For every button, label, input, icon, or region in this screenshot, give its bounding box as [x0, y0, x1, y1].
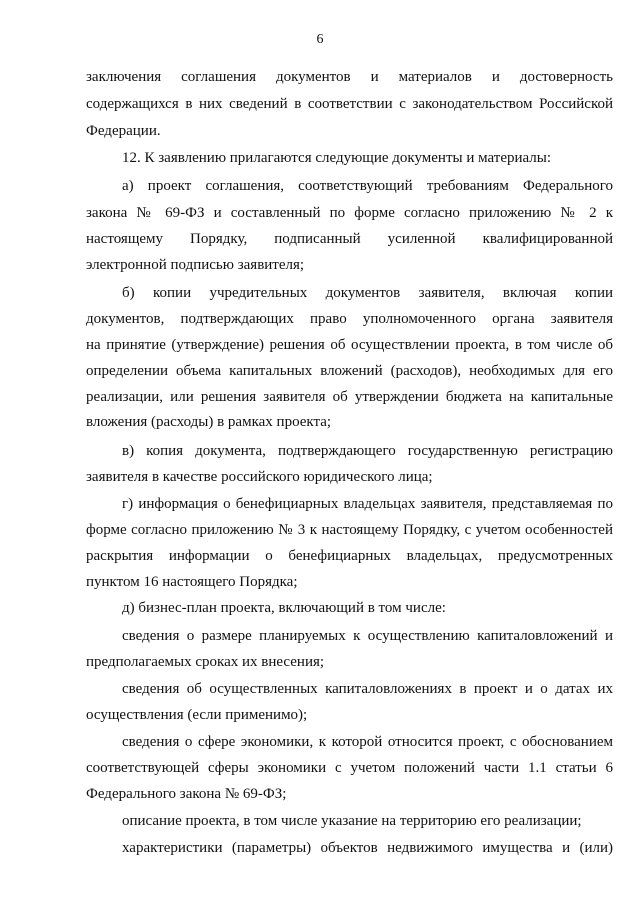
- text-line: сведения о сфере экономики, к которой относится проект, с обоснованием: [122, 734, 613, 750]
- text-line: характеристики (параметры) объектов недвижимого имущества и (или): [122, 840, 613, 856]
- text-line: осуществления (если применимо);: [86, 707, 308, 723]
- text-line: электронной подписью заявителя;: [86, 257, 305, 273]
- text-line: Федерации.: [86, 123, 161, 139]
- text-line: определении объема капитальных вложений (расходов), необходимых для его: [86, 363, 613, 379]
- text-line: на принятие (утверждение) решения об осуществлении проекта, в том числе об: [86, 337, 613, 353]
- text-line: сведения об осуществленных капиталовложениях в проект и о датах их: [122, 681, 613, 697]
- text-line: заявителя в качестве российского юридического лица;: [86, 469, 433, 485]
- text-line: а) проект соглашения, соответствующий требованиям Федерального: [122, 178, 613, 194]
- text-line: заключения соглашения документов и материалов и достоверность: [86, 69, 613, 85]
- text-line: закона № 69-ФЗ и составленный по форме согласно приложению № 2 к: [86, 205, 613, 221]
- text-line: д) бизнес-план проекта, включающий в том числе:: [122, 600, 446, 616]
- text-line: б) копии учредительных документов заявителя, включая копии: [122, 285, 613, 301]
- text-line: вложения (расходы) в рамках проекта;: [86, 414, 332, 430]
- text-line: в) копия документа, подтверждающего государственную регистрацию: [122, 443, 613, 459]
- text-line: раскрытия информации о бенефициарных владельцах, предусмотренных: [86, 548, 613, 564]
- text-line: документов, подтверждающих право уполномоченного органа заявителя: [86, 311, 613, 327]
- text-line: Федерального закона № 69-ФЗ;: [86, 786, 287, 802]
- page-number: 6: [316, 32, 324, 47]
- text-line: описание проекта, в том числе указание на территорию его реализации;: [122, 813, 582, 829]
- text-line: реализации, или решения заявителя об утверждении бюджета на капитальные: [86, 389, 613, 405]
- text-line: предполагаемых сроках их внесения;: [86, 654, 325, 670]
- text-line: содержащихся в них сведений в соответствии с законодательством Российской: [86, 96, 613, 112]
- text-line: г) информация о бенефициарных владельцах заявителя, представляемая по: [122, 496, 613, 512]
- text-line: сведения о размере планируемых к осуществлению капиталовложений и: [122, 628, 613, 644]
- text-line: форме согласно приложению № 3 к настоящему Порядку, с учетом особенностей: [86, 522, 613, 538]
- text-line: пунктом 16 настоящего Порядка;: [86, 574, 298, 590]
- text-line: настоящему Порядку, подписанный усиленной квалифицированной: [86, 231, 613, 247]
- paragraph-heading: 12. К заявлению прилагаются следующие документы и материалы:: [122, 150, 552, 166]
- text-line: соответствующей сферы экономики с учетом положений части 1.1 статьи 6: [86, 760, 613, 776]
